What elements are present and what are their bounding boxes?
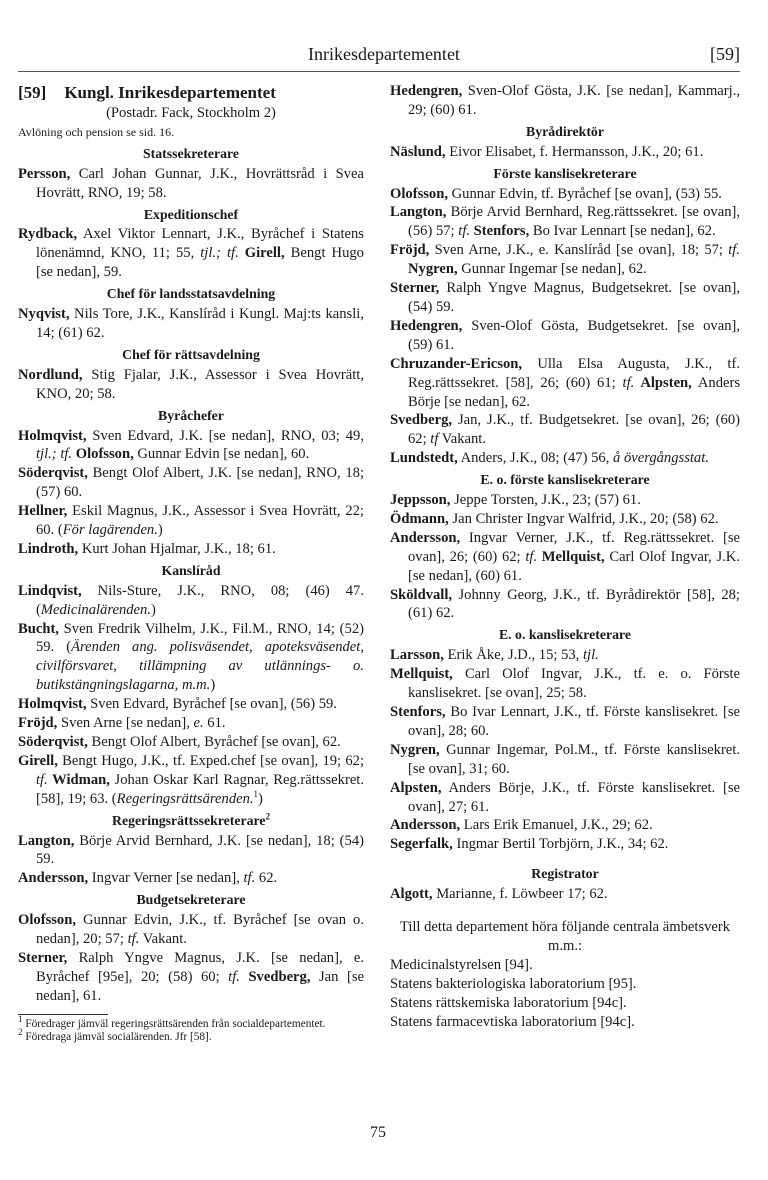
department-address: (Postadr. Fack, Stockholm 2) (106, 105, 276, 121)
person-entry: Näslund, Eivor Elisabet, f. Hermansson, J.K., 20; 61. (390, 143, 704, 160)
person-entry: Ödmann, Jan Christer Ingvar Walfrid, J.K., 20; (58) 62. (390, 510, 719, 527)
person-entry: Hedengren, Sven-Olof Gösta, Budgetsekret. [se ovan], (59) 61. (390, 317, 740, 353)
footnote-rule (18, 1014, 108, 1015)
section-heading: Förste kanslisekreterare (493, 165, 637, 181)
person-entry: Rydback, Axel Viktor Lennart, J.K., Byråchef i Statens lönenämnd, KNO, 11; 55, tjl.; tf. Girell, Bengt Hugo [se nedan], 59. (18, 226, 364, 281)
footnote: $^1$ Föredrager jämväl regeringsrättsärenden från socialdepartementet. (18, 1013, 326, 1030)
person-entry: Hedengren, Sven-Olof Gösta, J.K. [se nedan], Kammarj., 29; (60) 61. (390, 83, 740, 118)
person-entry: Chruzander-Ericson, Ulla Elsa Augusta, J.K., tf. Reg.rättssekret. [58], 26; (60) 61; tf. Alpsten, Anders Börje [se nedan], 62. (390, 355, 741, 410)
header-rule (18, 71, 740, 72)
section-heading: Regeringsrättssekreterare$^2$ (112, 811, 270, 828)
person-entry: Sköldvall, Johnny Georg, J.K., tf. Byrådirektör [58], 28; (61) 62. (390, 586, 740, 622)
person-entry: Olofsson, Gunnar Edvin, tf. Byråchef [se ovan], (53) 55. (390, 185, 722, 202)
person-entry: Holmqvist, Sven Edvard, J.K. [se nedan], RNO, 03; 49, tjl.; tf. Olofsson, Gunnar Edvin [se nedan], 60. (18, 427, 364, 463)
person-entry: Nordlund, Stig Fjalar, J.K., Assessor i Svea Hovrätt, KNO, 20; 58. (18, 366, 364, 402)
person-entry: Larsson, Erik Åke, J.D., 15; 53, tjl. (390, 647, 599, 664)
person-entry: Nyqvist, Nils Tore, J.K., Kanslíråd i Kungl. Maj:ts kansli, 14; (61) 62. (18, 306, 364, 341)
person-entry: Sterner, Ralph Yngve Magnus, Budgetsekret. [se ovan], (54) 59. (390, 280, 740, 315)
person-entry: Girell, Bengt Hugo, J.K., tf. Exped.chef [se ovan], 19; 62; tf. Widman, Johan Oskar Karl Ragnar, Reg.rättssekret. [58], 19; 63. (Regeringsrättsärenden.$^1$) (18, 752, 364, 807)
section-heading: Chef för landsstatsavdelning (106, 286, 276, 302)
department-title (18, 82, 364, 104)
department-note: Avlöning och pension se sid. 16. (18, 124, 175, 139)
person-entry: Mellquist, Carl Olof Ingvar, J.K., tf. e. o. Förste kanslisekret. [se ovan], 25; 58. (390, 666, 740, 702)
person-entry: Langton, Börje Arvid Bernhard, J.K. [se nedan], 18; (54) 59. (18, 832, 364, 868)
central-agency-item: Medicinalstyrelsen [94]. (390, 956, 533, 973)
person-entry: Persson, Carl Johan Gunnar, J.K., Hovrättsråd i Svea Hovrätt, RNO, 19; 58. (18, 165, 364, 201)
person-entry: Alpsten, Anders Börje, J.K., tf. Förste kanslisekret. [se ovan], 27; 61. (390, 779, 740, 815)
central-agency-item: Statens rättskemiska laboratorium [94c]. (390, 994, 627, 1011)
section-heading: Expeditionschef (143, 206, 239, 222)
department-name: Kungl. Inrikesdepartementet (64, 83, 276, 102)
running-page-ref: [59] (710, 44, 740, 64)
person-entry: Söderqvist, Bengt Olof Albert, Byråchef [se ovan], 62. (18, 734, 341, 750)
person-entry: Lindqvist, Nils-Sture, J.K., RNO, 08; (46) 47. (Medicinalärenden.) (18, 582, 364, 618)
person-entry: Lindroth, Kurt Johan Hjalmar, J.K., 18; 61. (18, 540, 276, 557)
person-entry: Jeppsson, Jeppe Torsten, J.K., 23; (57) 61. (390, 492, 641, 509)
central-agency-item: Statens bakteriologiska laboratorium [95]. (390, 975, 637, 992)
person-entry: Bucht, Sven Fredrik Vilhelm, J.K., Fil.M., RNO, 14; (52) 59. (Ärenden ang. polisväsendet, apoteksväsendet, civilförsvaret, tillämpning av utlännings- o. butikstängningslagarna, m.m.) (18, 620, 364, 694)
central-agencies-intro: Till detta departement höra följande centrala ämbetsverk m.m.: (399, 919, 731, 954)
section-heading: Statssekreterare (142, 145, 240, 161)
person-entry: Andersson, Ingvar Verner, J.K., tf. Reg.rättssekret. [se ovan], 26; (60) 62; tf. Mellquist, Carl Olof Ingvar, J.K. [se nedan], (60) 61. (390, 529, 740, 584)
person-entry: Langton, Börje Arvid Bernhard, Reg.rättssekret. [se ovan], (56) 57; tf. Stenfors, Bo Ivar Lennart [se nedan], 62. (390, 204, 740, 240)
person-entry: Sterner, Ralph Yngve Magnus, J.K. [se nedan], e. Byråchef [95e], 20; (58) 60; tf. Svedberg, Jan [se nedan], 61. (18, 949, 364, 1004)
left-column (18, 82, 364, 1045)
central-agency-item: Statens farmacevtiska laboratorium [94c]. (390, 1013, 635, 1030)
running-title: Inrikesdepartementet (308, 44, 460, 64)
person-entry: Nygren, Gunnar Ingemar, Pol.M., tf. Förste kanslisekret. [se ovan], 31; 60. (390, 741, 740, 777)
person-entry: Svedberg, Jan, J.K., tf. Budgetsekret. [se ovan], 26; (60) 62; tf Vakant. (390, 412, 740, 448)
person-entry: Olofsson, Gunnar Edvin, J.K., tf. Byråchef [se ovan o. nedan], 20; 57; tf. Vakant. (18, 912, 364, 948)
person-entry: Holmqvist, Sven Edvard, Byråchef [se ovan], (56) 59. (18, 696, 337, 713)
person-entry: Hellner, Eskil Magnus, J.K., Assessor i Svea Hovrätt, 22; 60. (För lagärenden.) (18, 503, 364, 539)
footnote: $^2$ Föredraga jämväl socialärenden. Jfr [58]. (18, 1027, 212, 1044)
running-header (18, 40, 740, 68)
person-entry: Andersson, Ingvar Verner [se nedan], tf. 62. (18, 870, 278, 887)
person-entry: Lundstedt, Anders, J.K., 08; (47) 56, å övergångsstat. (390, 450, 709, 467)
department-number: [59] (18, 83, 47, 102)
page-number: 75 (370, 1124, 386, 1141)
person-entry: Söderqvist, Bengt Olof Albert, J.K. [se nedan], RNO, 18; (57) 60. (18, 465, 364, 501)
right-column (390, 82, 740, 1032)
person-entry: Segerfalk, Ingmar Bertil Torbjörn, J.K., 34; 62. (390, 836, 669, 853)
section-heading: Registrator (531, 866, 599, 882)
section-heading: Chef för rättsavdelning (122, 346, 260, 362)
section-heading: Byrådirektör (526, 123, 604, 139)
person-entry: Andersson, Lars Erik Emanuel, J.K., 29; 62. (390, 817, 653, 834)
person-entry: Fröjd, Sven Arne, J.K., e. Kanslíråd [se ovan], 18; 57; tf. Nygren, Gunnar Ingemar [se nedan], 62. (390, 242, 740, 278)
person-entry: Fröjd, Sven Arne [se nedan], e. 61. (18, 715, 226, 732)
section-heading: E. o. förste kanslisekreterare (480, 472, 650, 488)
person-entry: Algott, Marianne, f. Löwbeer 17; 62. (390, 886, 608, 903)
section-heading: Byråchefer (158, 407, 224, 423)
person-entry: Stenfors, Bo Ivar Lennart, J.K., tf. Förste kanslisekret. [se ovan], 28; 60. (390, 704, 740, 739)
section-heading: Budgetsekreterare (136, 892, 246, 908)
section-heading: E. o. kanslisekreterare (498, 627, 632, 643)
section-heading: Kanslíråd (161, 562, 221, 578)
